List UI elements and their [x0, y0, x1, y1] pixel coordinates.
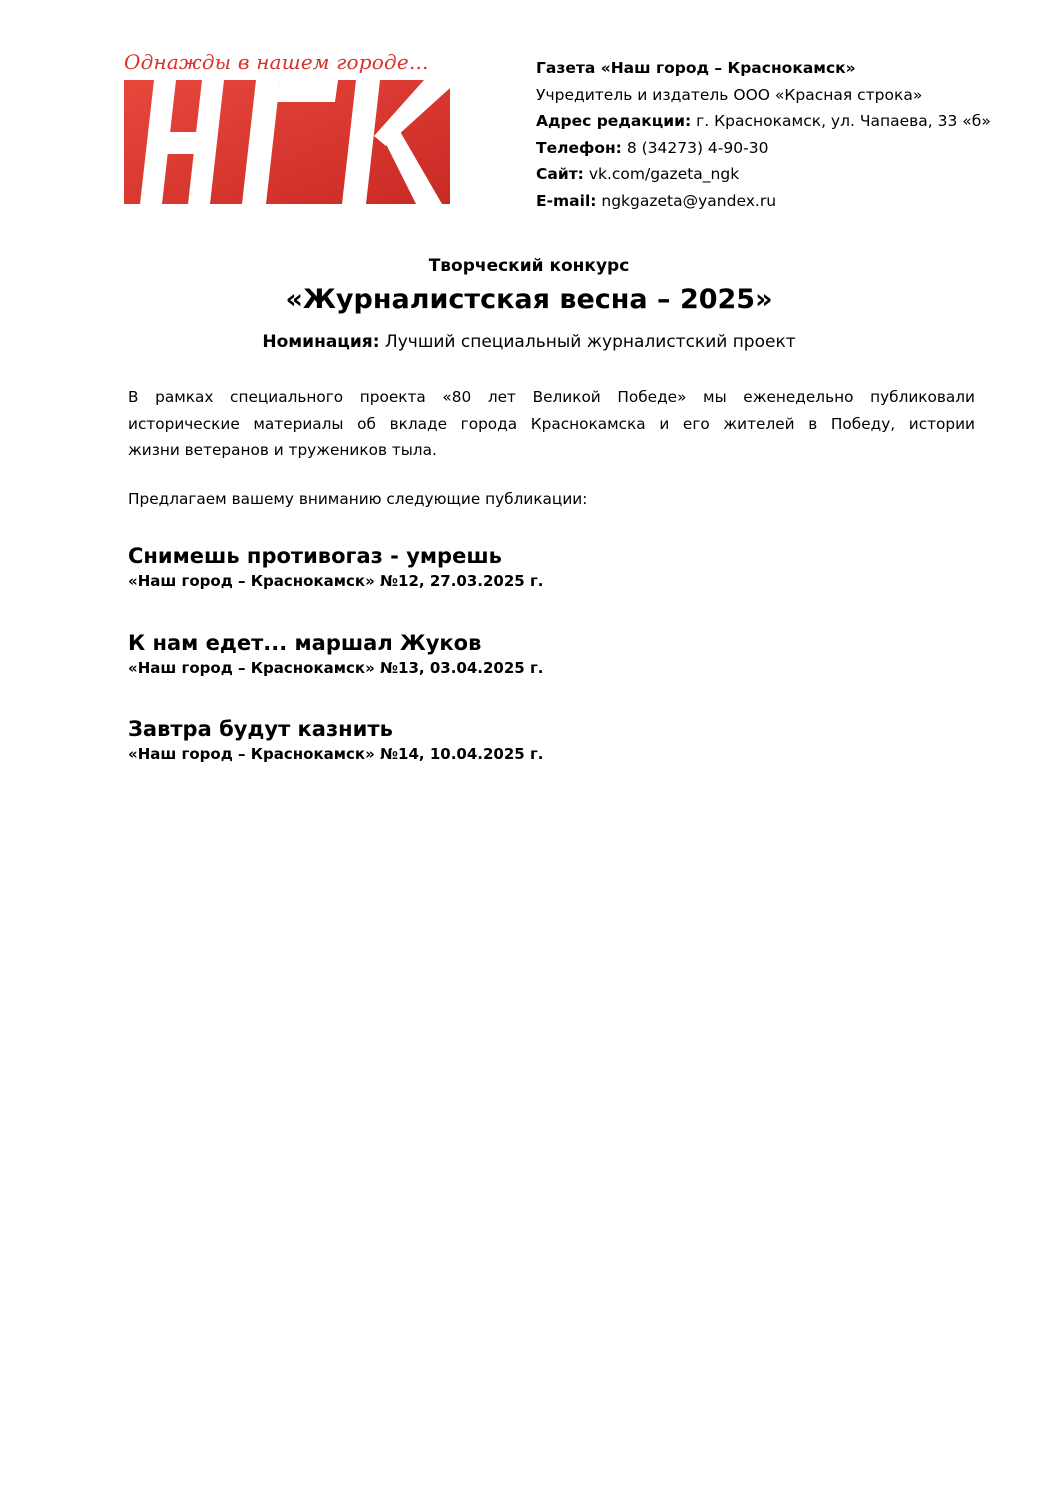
intro-line: жизни ветеранов и тружеников тыла.	[128, 441, 437, 459]
publication-title: Завтра будут казнить	[128, 717, 393, 741]
publication-item	[128, 631, 828, 677]
contest-subtitle: Творческий конкурс	[428, 256, 630, 276]
logo-letters-graphic	[124, 80, 450, 204]
publication-source: «Наш город – Краснокамск» №14, 10.04.2025 г.	[128, 745, 544, 763]
publication-source: «Наш город – Краснокамск» №12, 27.03.2025 г.	[128, 572, 544, 590]
intro-paragraph	[128, 384, 975, 464]
founder-line: Учредитель и издатель ООО «Красная строка»	[536, 85, 923, 104]
intro-line: В рамках специального проекта «80 лет Великой Победе» мы еженедельно публиковали	[128, 388, 975, 406]
nomination-line: Номинация: Лучший специальный журналистский проект	[262, 332, 796, 352]
intro-line: исторические материалы об вкладе города Краснокамска и его жителей в Победу, истории	[128, 414, 975, 433]
newspaper-name: Газета «Наш город – Краснокамск»	[536, 59, 856, 77]
email-line: E-mail: ngkgazeta@yandex.ru	[536, 191, 777, 210]
address-line: Адрес редакции: г. Краснокамск, ул. Чапаева, 33 «б»	[536, 112, 991, 130]
phone-line: Телефон: 8 (34273) 4-90-30	[536, 138, 769, 157]
site-line: Сайт: vk.com/gazeta_ngk	[536, 165, 740, 183]
publication-source: «Наш город – Краснокамск» №13, 03.04.2025 г.	[128, 659, 544, 677]
publication-item	[128, 717, 828, 763]
contest-title: «Журналистская весна – 2025»	[285, 284, 773, 315]
logo-slogan: Однажды в нашем городе...	[124, 50, 429, 74]
publication-title: К нам едет... маршал Жуков	[128, 631, 482, 655]
publications-prompt: Предлагаем вашему вниманию следующие публикации:	[128, 490, 588, 508]
publication-item	[128, 544, 828, 590]
contact-block	[536, 55, 1036, 214]
publication-title: Снимешь противогаз - умрешь	[128, 544, 502, 568]
newspaper-logo	[124, 50, 450, 208]
